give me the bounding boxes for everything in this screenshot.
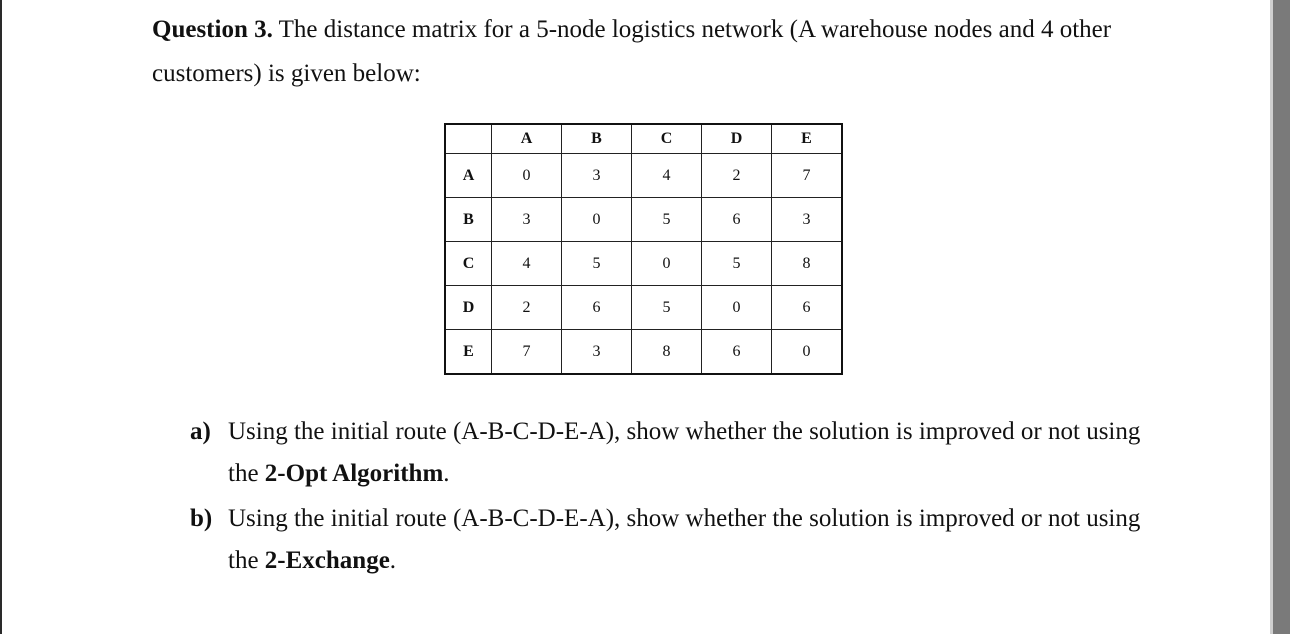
table-cell: 3	[562, 330, 632, 375]
row-header: D	[445, 286, 492, 330]
scrollbar[interactable]	[1270, 0, 1290, 634]
table-cell: 8	[632, 330, 702, 375]
column-header: D	[702, 124, 772, 154]
table-cell: 0	[632, 242, 702, 286]
part-bold-term: 2-Opt Algorithm	[264, 460, 444, 487]
part-marker: a)	[190, 418, 211, 445]
part-text: Using the initial route (A-B-C-D-E-A), show whether the solution is improved or not using the	[228, 418, 1141, 487]
table-cell: 0	[772, 330, 843, 375]
table-cell: 7	[492, 330, 562, 375]
row-header: E	[445, 330, 492, 375]
table-cell: 2	[702, 154, 772, 198]
part-text-end: .	[443, 460, 450, 487]
part-text-end: .	[389, 547, 397, 574]
table-row	[445, 286, 842, 330]
table-cell: 3	[772, 198, 843, 242]
row-header: B	[445, 198, 492, 242]
table-cell: 0	[562, 198, 632, 242]
question-body: The distance matrix for a 5-node logistics network (A warehouse nodes and 4 other customers) is given below:	[152, 16, 1112, 87]
row-header: C	[445, 242, 492, 286]
distance-matrix-table	[444, 123, 843, 375]
table-cell: 5	[632, 198, 702, 242]
table-cell: 8	[772, 242, 843, 286]
page-left-edge	[0, 0, 2, 634]
table-cell: 7	[772, 154, 843, 198]
row-header: A	[445, 154, 492, 198]
table-row	[445, 330, 842, 375]
table-cell: 2	[492, 286, 562, 330]
table-cell: 5	[702, 242, 772, 286]
table-corner-cell	[445, 124, 492, 154]
table-cell: 4	[632, 154, 702, 198]
table-row	[445, 242, 842, 286]
part-a	[190, 411, 1150, 495]
table-cell: 0	[492, 154, 562, 198]
column-header: C	[632, 124, 702, 154]
table-cell: 6	[562, 286, 632, 330]
part-text: Using the initial route (A-B-C-D-E-A), show whether the solution is improved or not using the	[228, 505, 1141, 574]
table-cell: 5	[562, 242, 632, 286]
table-cell: 5	[632, 286, 702, 330]
table-cell: 3	[562, 154, 632, 198]
column-header: E	[772, 124, 843, 154]
question-label: Question 3.	[152, 16, 273, 43]
table-cell: 3	[492, 198, 562, 242]
table-row	[445, 198, 842, 242]
part-b	[190, 498, 1150, 582]
part-bold-term: 2-Exchange	[264, 547, 390, 574]
table-cell: 6	[702, 198, 772, 242]
table-cell: 6	[702, 330, 772, 375]
column-header: B	[562, 124, 632, 154]
part-marker: b)	[190, 505, 213, 532]
table-cell: 0	[702, 286, 772, 330]
table-cell: 6	[772, 286, 843, 330]
table-row	[445, 154, 842, 198]
column-header: A	[492, 124, 562, 154]
table-cell: 4	[492, 242, 562, 286]
table-header-row	[445, 124, 842, 154]
question-parts	[190, 411, 1150, 585]
question-text	[152, 8, 1142, 96]
